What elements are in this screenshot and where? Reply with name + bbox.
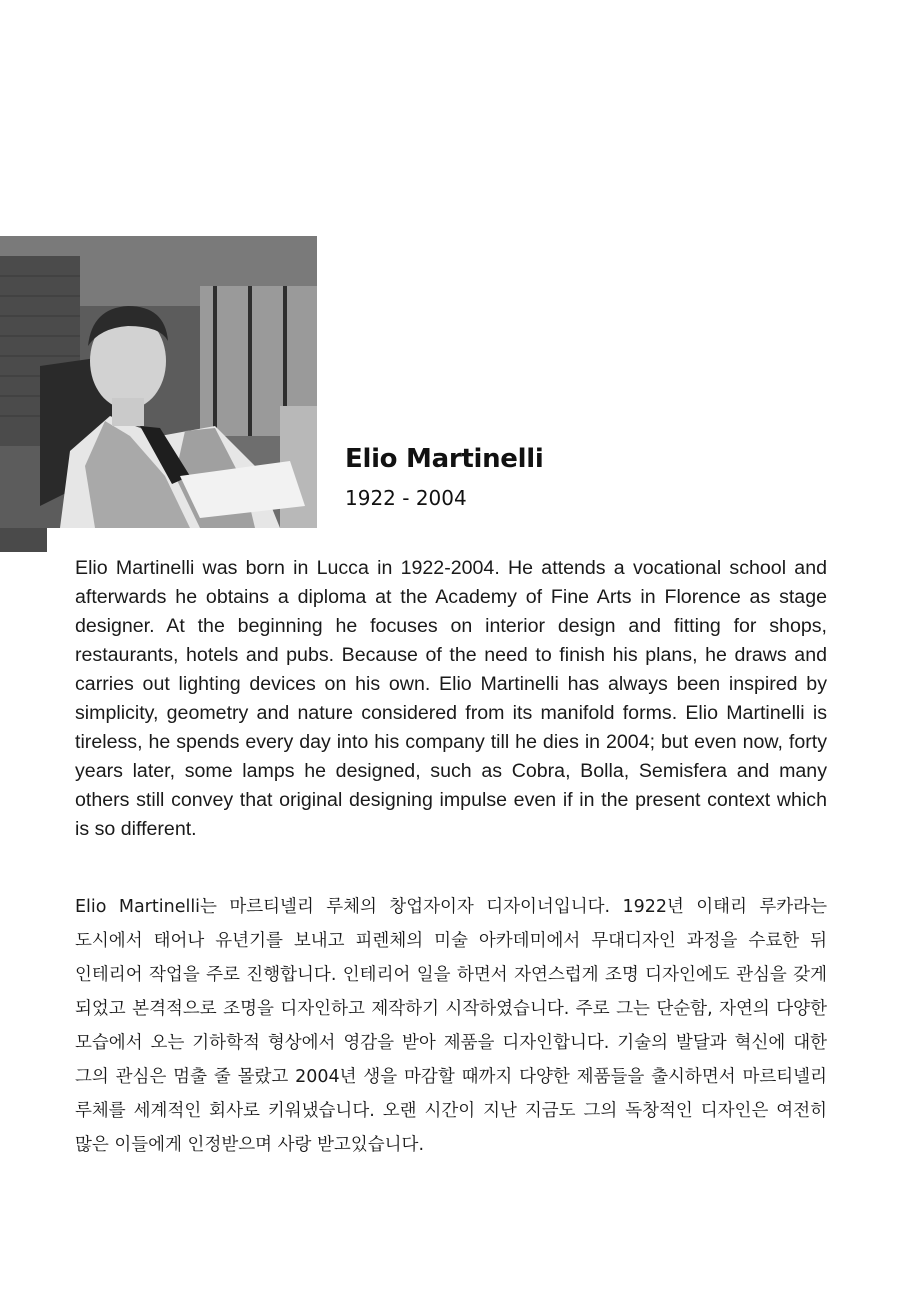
biography-english: Elio Martinelli was born in Lucca in 1922-2004. He attends a vocational school and afterwards he obtains a diploma at the Academy of Fine Arts in Florence as stage designer. At the beginning he focuses on interior design and fitting for shops, restaurants, hotels and pubs. Because of the need to finish his plans, he draws and carries out lighting devices on his own. Elio Martinelli has always been inspired by simplicity, geometry and nature considered from its manifold forms. Elio Martinelli is tireless, he spends every day into his company till he dies in 2004; but even now, forty years later, some lamps he designed, such as Cobra, Bolla, Semisfera and many others still convey that original designing impulse even if in the present context which is so different. (75, 557, 827, 840)
photo-corner-tab (0, 528, 47, 552)
portrait-illustration (0, 236, 317, 528)
designer-name: Elio Martinelli (345, 444, 544, 474)
portrait-image (0, 236, 317, 528)
portrait-photo (0, 236, 317, 552)
designer-years: 1922 - 2004 (345, 486, 467, 510)
biography-korean: Elio Martinelli는 마르티넬리 루체의 창업자이자 디자이너입니다. 1922년 이태리 루카라는 도시에서 태어나 유년기를 보내고 피렌체의 미술 아카데미에서 무대디자인 과정을 수료한 뒤 인테리어 작업을 주로 진행합니다. 인테리어 일을 하면서 자연스럽게 조명 디자인에도 관심을 갖게 되었고 본격적으로 조명을 디자인하고 제작하기 시작하였습니다. 주로 그는 단순함, 자연의 다양한 모습에서 오는 기하학적 형상에서 영감을 받아 제품을 디자인합니다. 기술의 발달과 혁신에 대한 그의 관심은 멈출 줄 몰랐고 2004년 생을 마감할 때까지 다양한 제품들을 출시하면서 마르티넬리 루체를 세계적인 회사로 키워냈습니다. 오랜 시간이 지난 지금도 그의 독창적인 디자인은 여전히 많은 이들에게 인정받으며 사랑 받고있습니다. (75, 897, 827, 1155)
